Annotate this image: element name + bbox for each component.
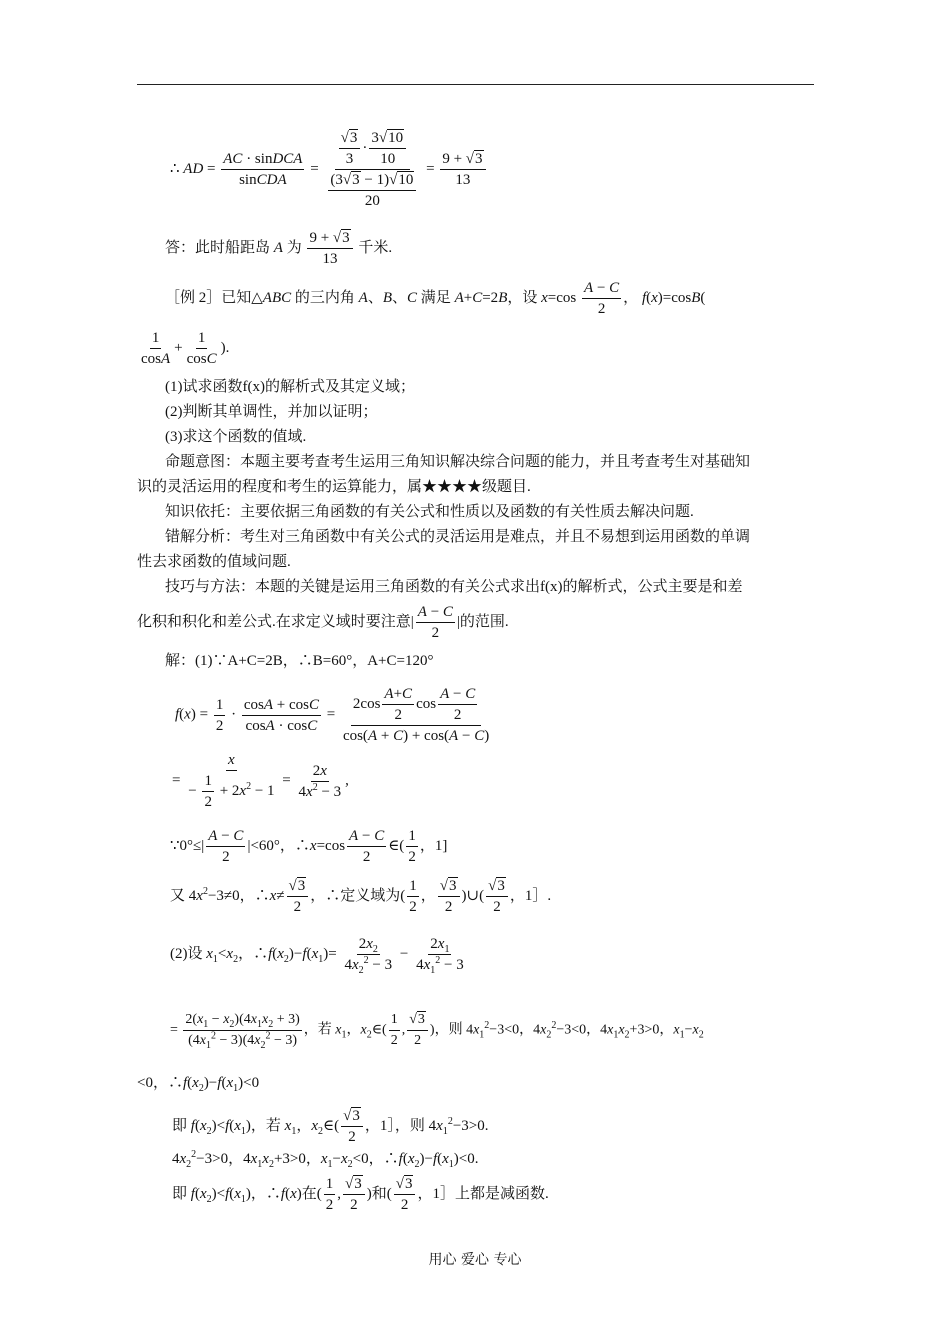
error-analysis-1: 错解分析：考生对三角函数中有关公式的灵活运用是难点，并且不易想到运用函数的单调 bbox=[165, 529, 751, 545]
monotonic-setup: (2)设 $x_1<x_2$，$\therefore f(x_2)-f(x_1)=$ $\frac{2x_2}{4x_2^2 - 3}$ − $\frac{2x_1}{4x_1^2 - 3}$ bbox=[170, 934, 468, 975]
intent-line-2: 识的灵活运用的程度和考生的运算能力，属★★★★级题目. bbox=[137, 479, 531, 495]
fx-simplified: = x − $\frac{1}{2}$ + $2x^2 - 1$ = $\frac{2x}{4x^2 - 3}$ , bbox=[172, 752, 349, 810]
method-line-1: 技巧与方法：本题的关键是运用三角函数的有关公式求出f(x)的解析式，公式主要是和差 bbox=[165, 579, 743, 595]
answer-line: 答：此时船距岛 A 为 $\frac{9 + √3}{13}$ 千米. bbox=[165, 230, 393, 267]
solution-1: 解：(1)∵A+C=2B，∴B=60°，A+C=120° bbox=[165, 653, 434, 669]
knowledge-basis: 知识依托：主要依据三角函数的有关公式和性质以及函数的有关性质去解决问题. bbox=[165, 504, 694, 520]
domain-line: 又 $4x^2-3\ne 0$，∴x≠ $\frac{√3}{2}$ ，∴定义域为( $\frac{1}{2}$ ， $\frac{√3}{2}$ )∪( $\frac{√3}{2}$ ，1］. bbox=[170, 878, 552, 915]
ad-derivation-render: ∴ AD = AC · sinDCA sinCDA = $\frac{√3}{3}$ · $\frac{3√10}{10}$ $\frac{(3√3 - 1)√10}{20}$ = $\frac{9 + √3}{13}$ bbox=[170, 128, 488, 211]
method-line-2: 化积和积化和差公式.在求定义域时要注意| $\frac{A - C}{2}$ |的范围. bbox=[137, 604, 509, 641]
second-interval-signs: $4x_2^2-3>0$，$4x_1x_2+3>0$，$x_1-x_2<0$，$\therefore f(x_2)-f(x_1)<0$. bbox=[172, 1149, 479, 1170]
page-footer: 用心 爱心 专心 bbox=[428, 1252, 522, 1268]
example-2-statement: ［例 2］已知△ABC 的三内角 A、B、C 满足 A+C=2B，设 x=cos $\frac{A - C}{2}$ ， f(x)=cosB( bbox=[165, 280, 706, 317]
x-range: ∵0°≤| $\frac{A - C}{2}$ |<60°，∴x=cos $\frac{A - C}{2}$ ∈( $\frac{1}{2}$ ，1] bbox=[170, 828, 448, 865]
question-1: (1)试求函数f(x)的解析式及其定义域； bbox=[165, 379, 415, 395]
example-2-statement-cont: $\frac{1}{\cos A}$ + $\frac{1}{\cos C}$ ). bbox=[137, 328, 229, 369]
question-2: (2)判断其单调性，并加以证明； bbox=[165, 404, 378, 420]
conclusion: 即 $f(x_2)<f(x_1)$，∴f(x)在( $\frac{1}{2}$ , $\frac{√3}{2}$ )和( $\frac{√3}{2}$ ，1］上都是减函数. bbox=[172, 1176, 549, 1213]
intent-line-1: 命题意图：本题主要考查考生运用三角知识解决综合问题的能力，并且考查考生对基础知 bbox=[165, 454, 751, 470]
error-analysis-2: 性去求函数的值域问题. bbox=[137, 554, 291, 570]
header-rule bbox=[137, 84, 814, 85]
fx-derivation: f(x) = $\frac{1}{2}$ · $\frac{\cos A + \cos C}{\cos A \cdot \cos C}$ = 2cos $\frac{A+C}{2}$ cos $\frac{A - C}{2}$ cos(A + C) + cos(A − C) bbox=[175, 684, 493, 746]
question-3: (3)求这个函数的值域. bbox=[165, 429, 307, 445]
difference-expression: = $\frac{2(x_1 - x_2)(4x_1x_2 + 3)}{(4x_1^2 - 3)(4x_2^2 - 3)}$ ，若 $x_1$，$x_2\in$( $\frac{1}{2}$ , $\frac{√3}{2}$ )，则 $4x_1^2-3<0$，$4x_2^2-3<0$，$4x_1x_2+3>0$，$x_1-x_2$ bbox=[170, 1012, 704, 1051]
second-interval: 即 $f(x_2)<f(x_1)$，若 $x_1$，$x_2\in$( $\frac{√3}{2}$ ，1］，则 $4x_1^2-3>0$. bbox=[172, 1108, 489, 1145]
difference-sign: <0，$\therefore f(x_2)-f(x_1)<0$ bbox=[137, 1072, 259, 1094]
